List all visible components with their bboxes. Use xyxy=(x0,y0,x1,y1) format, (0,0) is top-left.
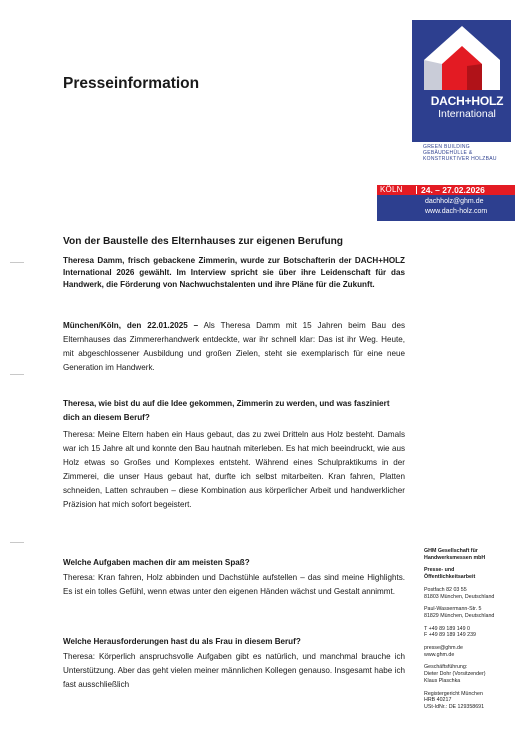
company-name: Handwerksmessen mbH xyxy=(424,554,486,561)
contact-email-link[interactable]: dachholz@ghm.de xyxy=(425,198,484,205)
fair-city: KÖLN xyxy=(380,185,403,194)
phone: T +49 89 189 149 0 xyxy=(424,625,470,632)
address-line: Paul-Wassermann-Str. 5 xyxy=(424,606,482,613)
department: Öffentlichkeitsarbeit xyxy=(424,574,476,581)
fold-mark xyxy=(10,542,24,543)
logo-subwordmark: International xyxy=(438,108,496,120)
article-intro: Theresa Damm, frisch gebackene Zimmerin, wurde zur Botschafterin der DACH+HOLZ International 2026 gewählt. Im Interview spricht sie über ihre Leidenschaft für das Handwerk, die Förderung von Nachwuchstalenten und ihre Pläne für die Zukunft. xyxy=(63,256,405,289)
logo-wordmark: DACH+HOLZ xyxy=(430,94,504,108)
page-heading: Presseinformation xyxy=(63,75,200,92)
interview-question: Theresa, wie bist du auf die Idee gekommen, Zimmerin zu werden, und was fasziniert dich an diesem Beruf? xyxy=(63,399,390,422)
manager: Klaus Plaschka xyxy=(424,677,461,684)
logo-house-shadow xyxy=(467,64,482,90)
logo-tagline xyxy=(423,144,497,162)
vat-id: USt-IdNr.: DE 129358691 xyxy=(424,703,485,710)
article-title: Von der Baustelle des Elternhauses zur eigenen Berufung xyxy=(63,236,344,247)
tagline-line: KONSTRUKTIVER HOLZBAU xyxy=(423,156,497,162)
banner-divider xyxy=(416,186,417,194)
fold-mark xyxy=(10,374,24,375)
interview-question: Welche Aufgaben machen dir am meisten Spaß? xyxy=(63,558,250,567)
contact-web-link[interactable]: www.dach-holz.com xyxy=(425,208,488,215)
paragraph-text: Als Theresa Damm mit 15 Jahren beim Bau des Elternhauses das Zimmererhandwerk entdeckte, war ihr schnell klar: Das ist ihr Weg. Heute, mit abgeschlossener Ausbildung und großen Zielen, steht sie exemplarisch für eine neue Generation im Handwerk. xyxy=(63,321,405,372)
address-line: Postfach 82 03 55 xyxy=(424,586,467,593)
dateline: München/Köln, den 22.01.2025 – xyxy=(63,321,199,330)
press-email-link[interactable]: presse@ghm.de xyxy=(424,645,463,652)
register-number: HRB 40217 xyxy=(424,697,452,704)
dach-holz-logo-icon xyxy=(412,20,511,142)
manager: Dieter Dohr (Vorsitzender) xyxy=(424,671,486,678)
address-line: 81829 München, Deutschland xyxy=(424,612,495,619)
website-link[interactable]: www.ghm.de xyxy=(424,651,455,658)
fair-dates: 24. – 27.02.2026 xyxy=(421,185,485,195)
interview-question: Welche Herausforderungen hast du als Frau in diesem Beruf? xyxy=(63,637,301,646)
article-paragraph xyxy=(63,319,405,375)
tagline-line: GREEN BUILDING xyxy=(423,144,470,150)
tagline-line: GEBÄUDEHÜLLE & xyxy=(423,150,473,156)
fold-mark xyxy=(10,262,24,263)
address-line: 81803 München, Deutschland xyxy=(424,593,495,600)
company-info-sidebar xyxy=(424,548,516,717)
interview-answer: Theresa: Meine Eltern haben ein Haus gebaut, das zu zwei Dritteln aus Holz besteht. Damals war ich 15 Jahre alt und konnte den Bau hautnah miterleben. Es hat mich beeindruckt, wie aus Holz etwas so Großes und Komplexes entsteht. Während eines Schulpraktikums in der Zimmerei, die unser Haus gebaut hat, durfte ich selbst mitarbeiten. Kran fahren, Platten schneiden, Latten schrauben – diese Kombination aus körperlicher Arbeit und handwerklicher Präzision hat mich sofort begeistert. xyxy=(63,430,405,509)
department: Presse- und xyxy=(424,567,455,574)
company-name: GHM Gesellschaft für xyxy=(424,548,478,554)
fax: F +49 89 189 149 239 xyxy=(424,632,476,639)
interview-answer: Theresa: Kran fahren, Holz abbinden und Dachstühle aufstellen – das sind meine Highlights. Es ist ein tolles Gefühl, wenn etwas unter den eigenen Händen wächst und Gestalt annimmt. xyxy=(63,573,405,596)
register-court: Registergericht München xyxy=(424,690,483,697)
interview-answer: Theresa: Körperlich anspruchsvolle Aufgaben gibt es natürlich, und manchmal brauche ich Unterstützung. Aber das geht vielen meiner männlichen Kollegen genauso. Insgesamt habe ich fast ausschließlich xyxy=(63,652,405,689)
logo-house-side xyxy=(424,60,442,90)
management-label: Geschäftsführung: xyxy=(424,664,468,671)
